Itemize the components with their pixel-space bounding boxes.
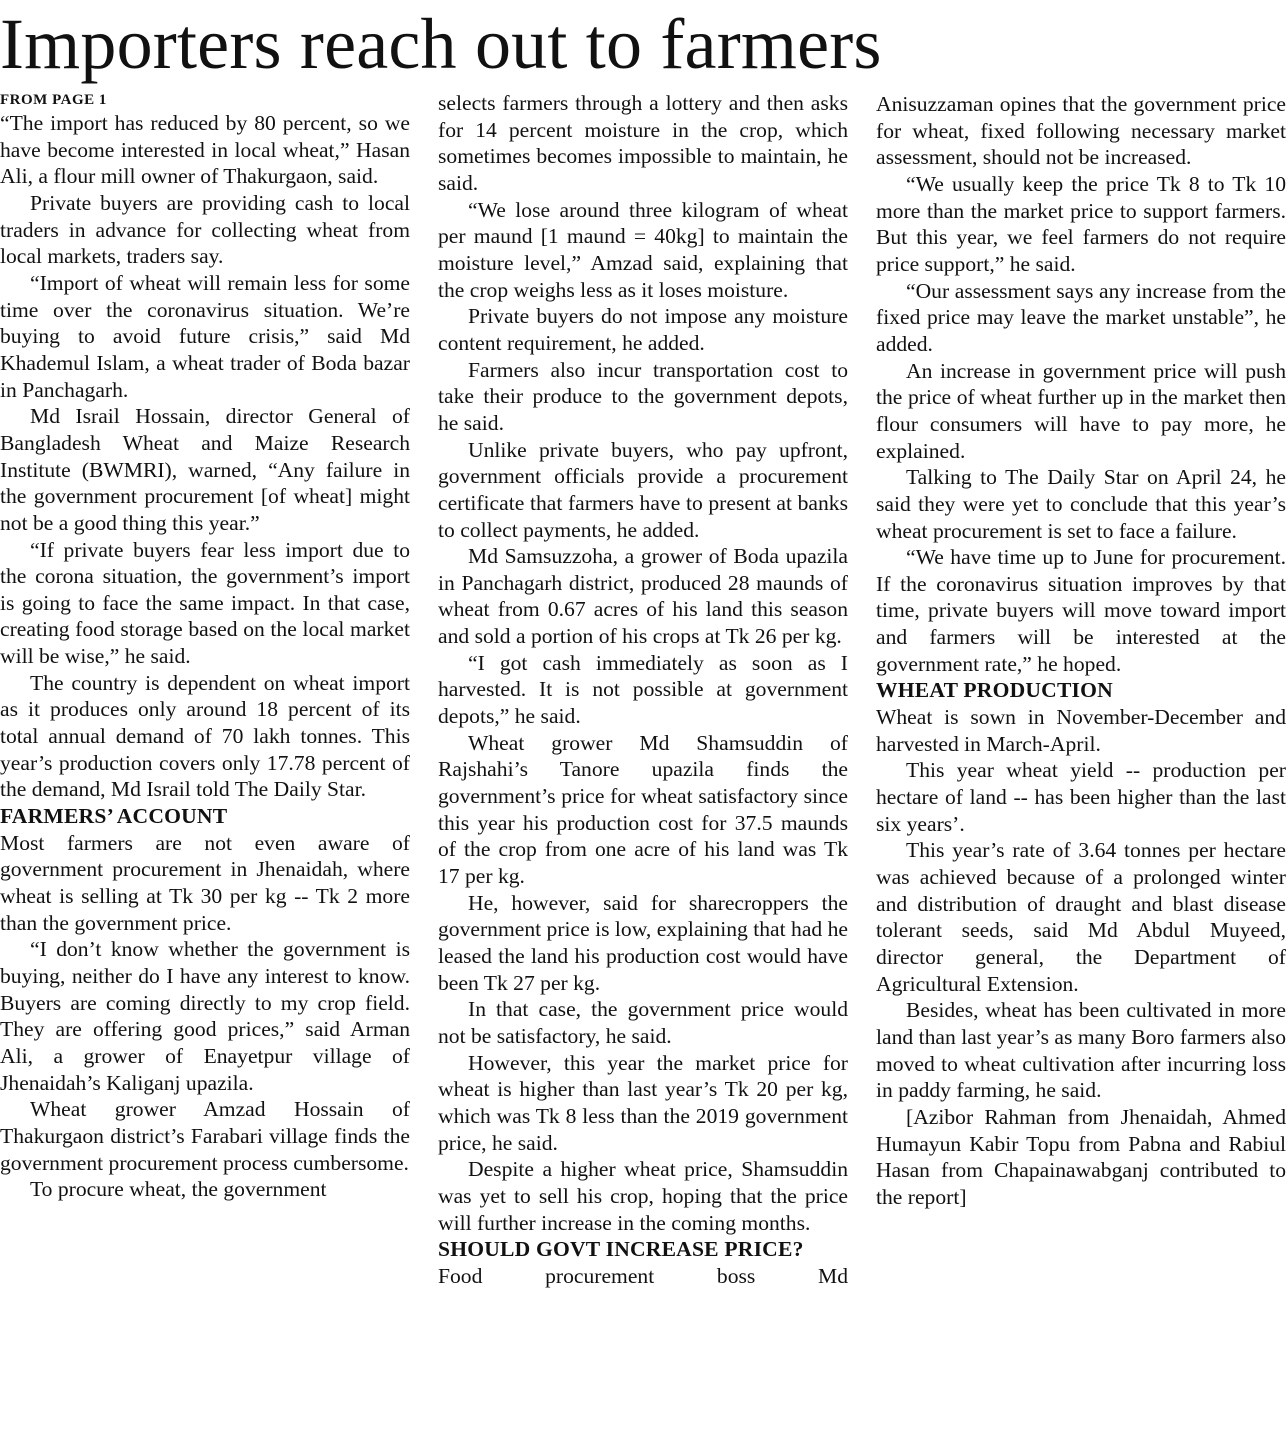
- paragraph: An increase in government price will push the price of wheat further up in the market then flour consumers will have to pay more, he explained.: [876, 358, 1286, 463]
- paragraph: “We lose around three kilogram of wheat per maund [1 maund = 40kg] to maintain the moisture level,” Amzad said, explaining that the crop weighs less as it loses moisture.: [438, 197, 848, 302]
- paragraph: “The import has reduced by 80 percent, so we have become interested in local wheat,” Hasan Ali, a flour mill owner of Thakurgaon, said.: [0, 111, 410, 189]
- paragraph: In that case, the government price would not be satisfactory, he said.: [438, 997, 848, 1048]
- paragraph: Most farmers are not even aware of government procurement in Jhenaidah, where wheat is selling at Tk 30 per kg -- Tk 2 more than the government price.: [0, 830, 410, 935]
- paragraph: To procure wheat, the government: [30, 1177, 327, 1202]
- paragraph: However, this year the market price for wheat is higher than last year’s Tk 20 per kg, which was Tk 8 less than the 2019 government price, he said.: [438, 1050, 848, 1155]
- paragraph: This year wheat yield -- production per hectare of land -- has been higher than the last six years’.: [876, 758, 1286, 836]
- continuation-kicker: FROM PAGE 1: [0, 92, 107, 108]
- subhead-wheat-production: WHEAT PRODUCTION: [876, 678, 1113, 703]
- column-3: [876, 91, 1286, 1211]
- paragraph: He, however, said for sharecroppers the government price is low, explaining that had he leased the land his production cost would have been Tk 27 per kg.: [438, 890, 848, 995]
- paragraph: “If private buyers fear less import due to the corona situation, the government’s import is going to face the same impact. In that case, creating food storage based on the local market will be wise,” he said.: [0, 537, 410, 669]
- column-1: [0, 90, 410, 1203]
- paragraph: Private buyers do not impose any moisture content requirement, he added.: [438, 304, 848, 355]
- paragraph: selects farmers through a lottery and then asks for 14 percent moisture in the crop, which sometimes becomes impossible to maintain, he said.: [438, 91, 848, 195]
- subhead-govt-increase-price: SHOULD GOVT INCREASE PRICE?: [438, 1237, 804, 1262]
- paragraph: Wheat is sown in November-December and harvested in March-April.: [876, 705, 1286, 756]
- paragraph: Food procurement boss Md: [438, 1263, 848, 1288]
- paragraph: Despite a higher wheat price, Shamsuddin was yet to sell his crop, hoping that the price will further increase in the coming months.: [438, 1157, 848, 1235]
- paragraph: “Import of wheat will remain less for some time over the coronavirus situation. We’re buying to avoid future crisis,” said Md Khademul Islam, a wheat trader of Boda bazar in Panchagarh.: [0, 270, 410, 402]
- paragraph: This year’s rate of 3.64 tonnes per hectare was achieved because of a prolonged winter and distribution of draught and blast disease tolerant seeds, said Md Abdul Muyeed, director general, the Department of Agricultural Extension.: [876, 838, 1286, 996]
- paragraph: Farmers also incur transportation cost to take their produce to the government depots, he said.: [438, 357, 848, 435]
- paragraph: “We usually keep the price Tk 8 to Tk 10 more than the market price to support farmers. But this year, we feel farmers do not require price support,” he said.: [876, 171, 1286, 276]
- paragraph: “We have time up to June for procurement. If the coronavirus situation improves by that time, private buyers will move toward import and farmers will be interested at the government rate,” he hoped.: [876, 545, 1286, 676]
- paragraph: Md Samsuzzoha, a grower of Boda upazila in Panchagarh district, produced 28 maunds of wheat from 0.67 acres of his land this season and sold a portion of his crops at Tk 26 per kg.: [438, 544, 848, 649]
- paragraph: Private buyers are providing cash to local traders in advance for collecting wheat from local markets, traders say.: [0, 190, 410, 269]
- paragraph: Anisuzzaman opines that the government price for wheat, fixed following necessary market assessment, should not be increased.: [876, 92, 1286, 170]
- paragraph: Unlike private buyers, who pay upfront, government officials provide a procurement certificate that farmers have to present at banks to collect payments, he added.: [438, 437, 848, 542]
- paragraph: Wheat grower Md Shamsuddin of Rajshahi’s Tanore upazila finds the government’s price for wheat satisfactory since this year his production cost for 37.5 maunds of the crop from one acre of his land was Tk 17 per kg.: [438, 730, 848, 889]
- contributors-note: [Azibor Rahman from Jhenaidah, Ahmed Humayun Kabir Topu from Pabna and Rabiul Hasan from Chapainawabganj contributed to the report]: [876, 1104, 1286, 1209]
- paragraph: “I don’t know whether the government is buying, neither do I have any interest to know. Buyers are coming directly to my crop field. They are offering good prices,” said Arman Ali, a grower of Enayetpur village of Jhenaidah’s Kaliganj upazila.: [0, 937, 410, 1095]
- paragraph: “I got cash immediately as soon as I harvested. It is not possible at government depots,” he said.: [438, 650, 848, 729]
- paragraph: “Our assessment says any increase from the fixed price may leave the market unstable”, he added.: [876, 278, 1286, 356]
- paragraph: The country is dependent on wheat import as it produces only around 18 percent of its total annual demand of 70 lakh tonnes. This year’s production covers only 17.78 percent of the demand, Md Israil told The Daily Star.: [0, 670, 410, 802]
- paragraph: Md Israil Hossain, director General of Bangladesh Wheat and Maize Research Institute (BWMRI), warned, “Any failure in the government procurement [of wheat] might not be a good thing this year.”: [0, 404, 410, 535]
- paragraph: Talking to The Daily Star on April 24, he said they were yet to conclude that this year’s wheat procurement is set to face a failure.: [876, 465, 1286, 543]
- subhead-farmers-account: FARMERS’ ACCOUNT: [0, 804, 228, 829]
- column-2: [438, 90, 848, 1290]
- paragraph: Besides, wheat has been cultivated in more land than last year’s as many Boro farmers also moved to wheat cultivation after incurring loss in paddy farming, he said.: [876, 998, 1286, 1103]
- paragraph: Wheat grower Amzad Hossain of Thakurgaon district’s Farabari village finds the government procurement process cumbersome.: [0, 1097, 410, 1175]
- headline: Importers reach out to farmers: [0, 4, 882, 84]
